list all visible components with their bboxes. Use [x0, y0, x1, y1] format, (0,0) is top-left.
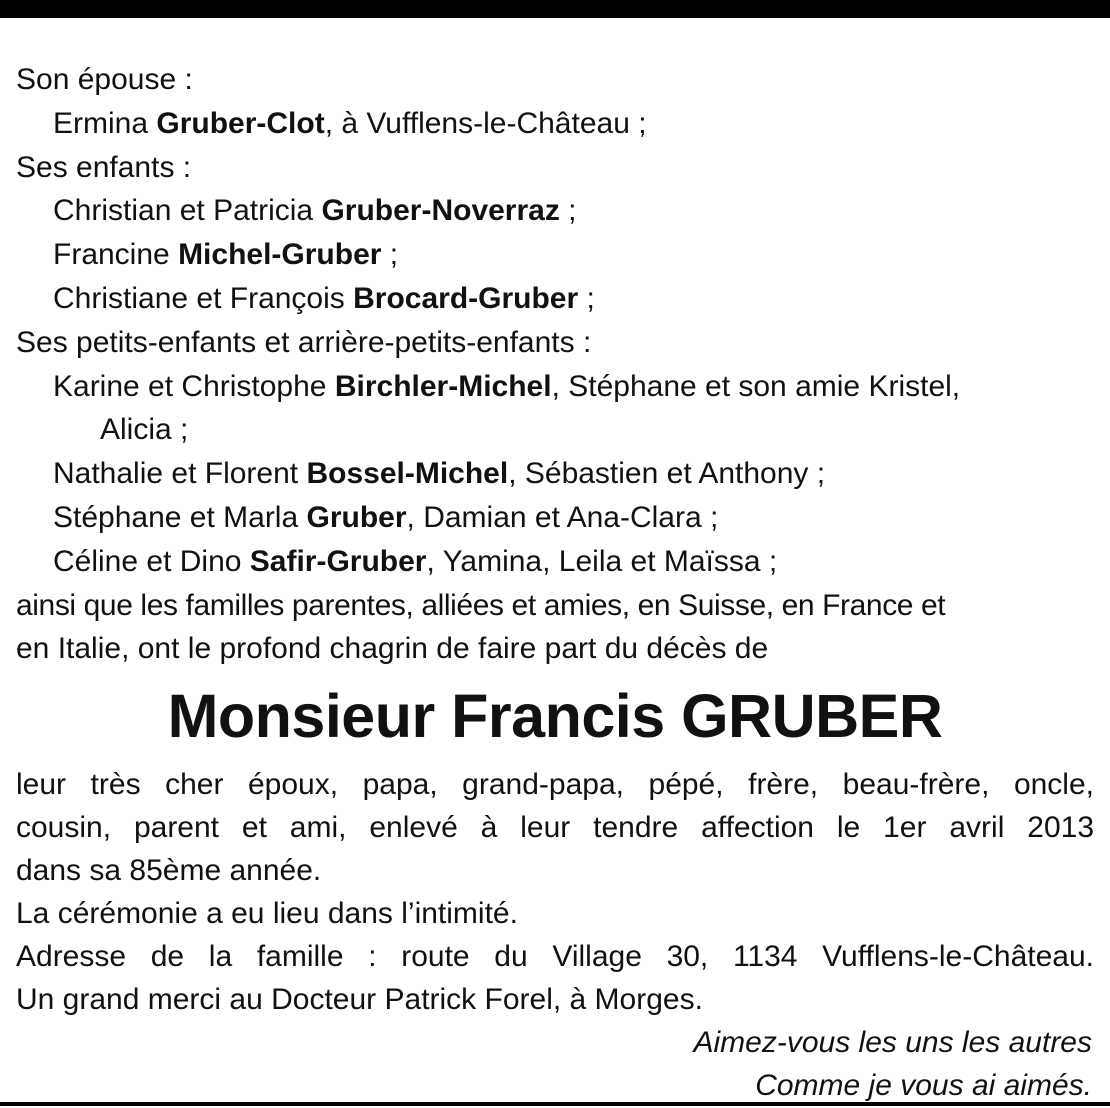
spouse-suffix: , à Vufflens-le-Château ;	[324, 106, 647, 140]
grandchild-surname: Birchler-Michel	[334, 369, 552, 403]
child-given-names: Francine	[53, 238, 179, 272]
child-entry	[16, 233, 1094, 277]
family-address-line: Adresse de la famille : route du Village 30, 1134 Vufflens-le-Château.	[16, 940, 1094, 974]
child-suffix: ;	[559, 194, 577, 228]
grandchild-suffix: , Damian et Ana-Clara ;	[406, 500, 719, 534]
spouse-heading: Son épouse :	[16, 63, 193, 96]
grandchild-suffix: , Yamina, Leila et Maïssa ;	[426, 544, 778, 578]
grandchild-entry	[16, 452, 1094, 496]
grandchild-given-names: Stéphane et Marla	[53, 500, 307, 534]
motto-line: Comme je vous ai aimés.	[755, 1069, 1092, 1103]
grandchild-continuation: Alicia ;	[100, 413, 189, 447]
children-heading: Ses enfants :	[16, 150, 192, 184]
motto	[16, 1021, 1094, 1107]
death-notice	[16, 58, 1094, 1107]
grandchild-surname: Bossel-Michel	[306, 457, 509, 491]
child-entry	[16, 189, 1094, 233]
details-line: cousin, parent et ami, enlevé à leur tendre affection le 1er avril 2013	[16, 811, 1094, 845]
grandchild-surname: Gruber	[306, 500, 407, 534]
spouse-entry	[16, 102, 1094, 146]
grandchild-suffix: , Stéphane et son amie Kristel,	[551, 369, 961, 403]
ceremony-line: La cérémonie a eu lieu dans l’intimité.	[16, 897, 518, 931]
thanks-line: Un grand merci au Docteur Patrick Forel, à Morges.	[16, 983, 703, 1017]
top-border-rule	[0, 0, 1110, 18]
families-line: ainsi que les familles parentes, alliées et amies, en Suisse, en France et	[16, 588, 946, 622]
spouse-surname: Gruber-Clot	[156, 106, 325, 140]
child-surname: Michel-Gruber	[178, 238, 382, 272]
child-surname: Brocard-Gruber	[353, 281, 579, 315]
child-suffix: ;	[578, 281, 595, 315]
details-line: leur très cher époux, papa, grand-papa, pépé, frère, beau-frère, oncle,	[16, 768, 1094, 802]
announcement-line: en Italie, ont le profond chagrin de faire part du décès de	[16, 632, 769, 666]
deceased-name: Monsieur Francis GRUBER	[167, 682, 943, 751]
details-line: dans sa 85ème année.	[16, 854, 322, 888]
grandchild-given-names: Nathalie et Florent	[53, 457, 307, 491]
spouse-given-name: Ermina	[53, 106, 157, 140]
grandchild-surname: Safir-Gruber	[249, 544, 427, 578]
bottom-border-rule	[0, 1102, 1110, 1106]
child-given-names: Christiane et François	[53, 281, 354, 315]
grandchild-given-names: Céline et Dino	[53, 544, 250, 578]
grandchild-entry	[16, 496, 1094, 540]
grandchild-suffix: , Sébastien et Anthony ;	[508, 457, 826, 491]
grandchild-given-names: Karine et Christophe	[53, 369, 335, 403]
grandchild-entry	[16, 540, 1094, 584]
motto-line: Aimez-vous les uns les autres	[693, 1026, 1092, 1060]
grandchildren-heading: Ses petits-enfants et arrière-petits-enfants :	[16, 325, 592, 359]
child-given-names: Christian et Patricia	[53, 194, 322, 228]
child-surname: Gruber-Noverraz	[321, 194, 560, 228]
details-paragraph	[16, 763, 1094, 1021]
child-suffix: ;	[381, 238, 399, 272]
grandchild-entry	[16, 365, 1094, 409]
child-entry	[16, 277, 1094, 321]
